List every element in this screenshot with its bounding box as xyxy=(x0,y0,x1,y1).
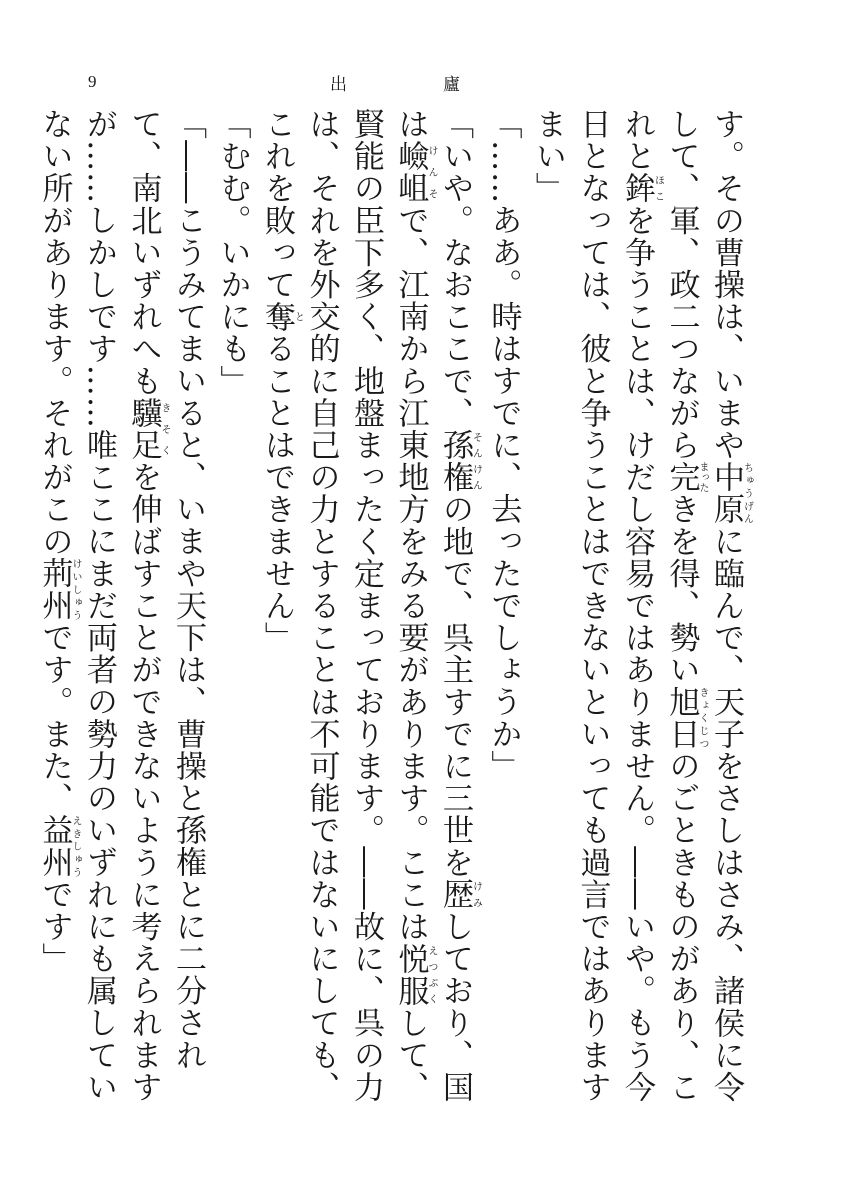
ruby-annotated-word xyxy=(36,814,81,879)
text-run: のごときものがあり、これと xyxy=(619,108,700,1104)
paragraph xyxy=(255,108,482,1118)
ruby-annotated-word xyxy=(125,396,170,462)
text-run: の地で、呉主すでに三世を xyxy=(437,493,473,879)
ruby-base: 孫権 xyxy=(437,429,473,494)
furigana: けみ xyxy=(470,878,482,911)
ruby-base: 益州 xyxy=(36,814,73,879)
ruby-annotated-word xyxy=(663,461,708,494)
ruby-base: 旭日 xyxy=(663,685,700,751)
paragraph xyxy=(32,108,210,1118)
ruby-annotated-word xyxy=(392,942,437,1007)
ruby-base: 嶮岨 xyxy=(392,140,429,205)
furigana: きそく xyxy=(159,396,170,462)
furigana: けんそ xyxy=(426,140,437,205)
furigana: と xyxy=(292,300,304,333)
ruby-annotated-word xyxy=(437,878,482,911)
ruby-annotated-word xyxy=(392,140,437,205)
text-run: を争うことは、けだし容易ではありません。――いや。もう今日となっては、彼と争うことはできないといっても過言ではありますまい」 xyxy=(530,108,655,1104)
ruby-base: 中原 xyxy=(708,461,744,526)
furigana: そんけん xyxy=(470,429,482,494)
furigana: えきしゅう xyxy=(70,814,81,879)
text-run: 「……ああ。時はすでに、去ったでしょうか」 xyxy=(485,108,522,783)
page-number: 9 xyxy=(88,72,97,91)
text-run: で、江南から江東地方をみる要があります。ここは xyxy=(392,204,429,943)
ruby-annotated-word xyxy=(708,461,753,526)
text-run: に臨んで、天子をさしはさみ、諸侯に令して、軍、政二つながら xyxy=(663,108,744,1104)
furigana: ちゅうげん xyxy=(741,461,753,526)
ruby-annotated-word xyxy=(663,685,708,751)
running-head-title: 出廬 xyxy=(330,75,556,95)
ruby-annotated-word xyxy=(259,300,304,333)
text-run: して、賢能の臣下多く、地盤まったく定まっております。――故に、呉の力は、それを外交的に自己の力とすることは不可能ではないにしても、これを敗って xyxy=(259,108,429,1104)
paragraph xyxy=(526,108,753,1118)
text-run: しており、国は xyxy=(392,108,473,1104)
ruby-base: 完 xyxy=(663,461,700,494)
text-run: 「いや。なおここで、 xyxy=(437,108,473,429)
furigana: えつぷく xyxy=(426,942,437,1007)
text-run: 「――こうみてまいると、いまや天下は、曹操と孫権とに二分されて、南北いずれへも xyxy=(125,108,206,1071)
body-text xyxy=(36,108,753,1118)
paragraph xyxy=(481,108,526,1118)
ruby-annotated-word xyxy=(36,557,81,622)
text-run: きを得、勢い xyxy=(663,493,700,686)
paragraph xyxy=(210,108,255,1118)
furigana: まった xyxy=(697,461,708,494)
text-run: を伸ばすことができないように考えられますが……しかしです……唯ここにまだ両者の勢力のいずれにも属していない所があります。それがこの xyxy=(36,108,162,1104)
ruby-annotated-word xyxy=(619,172,664,205)
furigana: きょくじつ xyxy=(697,685,708,751)
ruby-base: 驥足 xyxy=(125,396,162,462)
text-run: ることはできません」 xyxy=(259,332,295,654)
furigana: ほこ xyxy=(652,172,664,205)
ruby-base: 歴 xyxy=(437,878,473,911)
text-run: す。その曹操は、いまや xyxy=(708,108,744,462)
ruby-base: 悦服 xyxy=(392,942,429,1007)
text-run: 「むむ。いかにも」 xyxy=(214,108,251,397)
ruby-base: 荊州 xyxy=(36,557,73,622)
ruby-annotated-word xyxy=(437,429,482,494)
text-run: です。また、 xyxy=(36,621,73,815)
text-run: です」 xyxy=(36,878,73,975)
ruby-base: 鉾 xyxy=(619,172,655,205)
furigana: けいしゅう xyxy=(70,557,81,622)
ruby-base: 奪 xyxy=(259,300,295,333)
